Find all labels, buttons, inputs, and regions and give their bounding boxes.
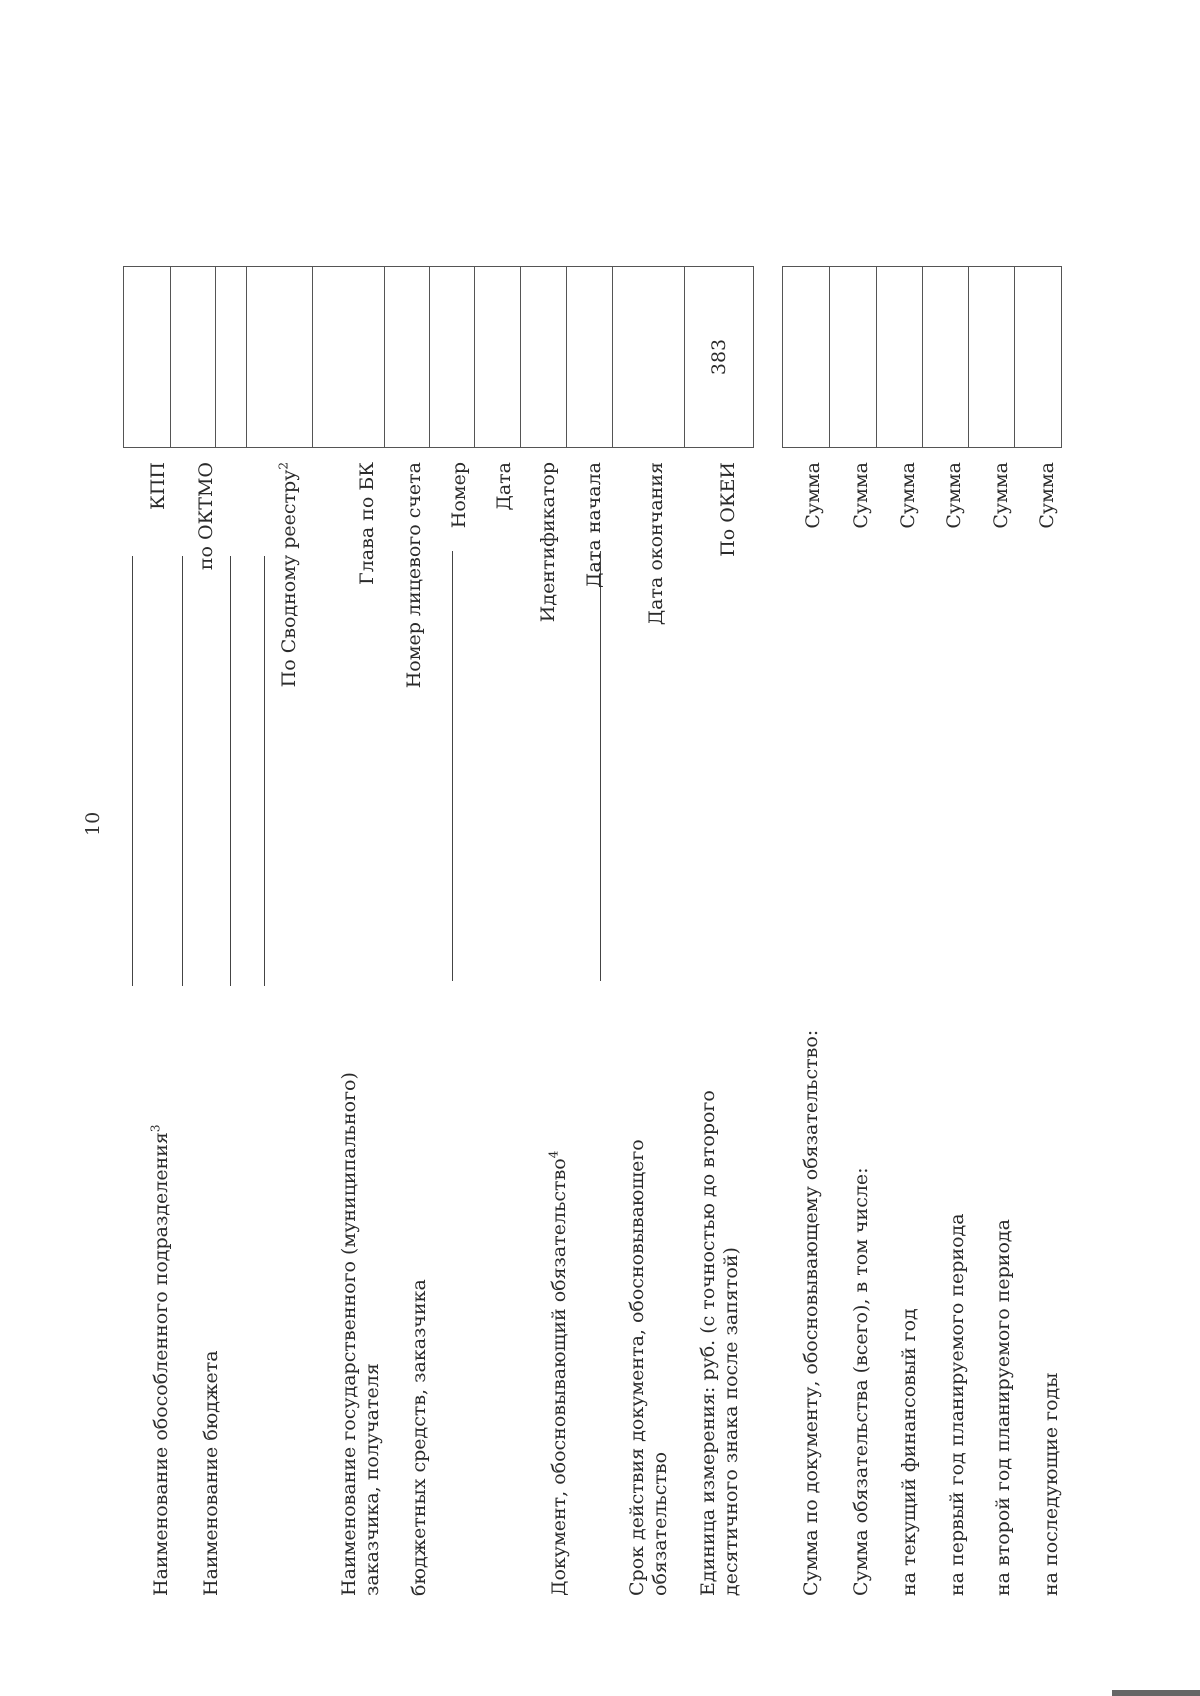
codes-table [123, 266, 754, 448]
label-separate-unit [150, 1124, 172, 1596]
cell-kpp[interactable] [124, 267, 171, 448]
label-oktmo: по ОКТМО [195, 462, 217, 571]
label-sum-3: Сумма [897, 462, 919, 529]
label-current-year: на текущий финансовый год [898, 1308, 920, 1596]
cell-account-number[interactable] [385, 267, 430, 448]
label-basis-document [548, 1151, 570, 1596]
label-start-date: Дата начала [583, 462, 605, 588]
footnote-4: 4 [546, 1150, 561, 1159]
label-kpp: КПП [147, 462, 169, 510]
cell-sum-2[interactable] [830, 267, 877, 448]
label-svodny-reestr [278, 462, 300, 687]
line-budget-name-2[interactable] [264, 556, 265, 986]
label-separate-unit-text: Наименование обособленного подразделения [150, 1132, 172, 1596]
cell-sum-6[interactable] [1015, 267, 1062, 448]
label-date: Дата [493, 462, 515, 511]
label-sum-5: Сумма [990, 462, 1012, 529]
line-customer[interactable] [452, 551, 453, 981]
label-account-number: Номер лицевого счета [403, 462, 425, 689]
label-sum-4: Сумма [943, 462, 965, 529]
label-first-plan-year: на первый год планируемого периода [946, 1213, 968, 1596]
label-sum-2: Сумма [850, 462, 872, 529]
label-validity-line2: обязательство [649, 1451, 671, 1596]
label-budget-name: Наименование бюджета [200, 1350, 222, 1596]
label-customer-line3: бюджетных средств, заказчика [408, 1279, 430, 1596]
label-sum-total: Сумма обязательства (всего), в том числе: [850, 1167, 872, 1596]
line-separate-unit[interactable] [132, 556, 133, 986]
label-basis-document-text: Документ, обосновывающий обязательство [548, 1158, 570, 1596]
label-customer-line2: заказчика, получателя [361, 1363, 383, 1596]
label-sum-1: Сумма [802, 462, 824, 529]
label-okei: По ОКЕИ [717, 462, 739, 557]
label-svodny-reestr-text: По Сводному реестру [278, 469, 300, 688]
cell-okei[interactable]: 383 [685, 267, 754, 448]
cell-identifier[interactable] [521, 267, 567, 448]
footnote-3: 3 [148, 1124, 163, 1133]
label-unit-line1: Единица измерения: руб. (с точностью до второго [697, 1090, 719, 1596]
label-second-plan-year: на второй год планируемого периода [992, 1219, 1014, 1596]
cell-glava-bk[interactable] [313, 267, 385, 448]
label-identifier: Идентификатор [537, 462, 559, 623]
line-okmo[interactable] [182, 556, 183, 986]
cell-date[interactable] [475, 267, 521, 448]
label-unit-line2: десятичного знака после запятой) [720, 1247, 742, 1596]
cell-number[interactable] [430, 267, 475, 448]
line-basis-document[interactable] [600, 551, 601, 981]
label-validity-line1: Срок действия документа, обосновывающего [626, 1139, 648, 1596]
label-sum-by-document: Сумма по документу, обосновывающему обязательство: [800, 1029, 822, 1596]
scan-edge-line [1112, 1690, 1200, 1696]
sums-table [782, 266, 1062, 448]
footnote-2: 2 [276, 462, 291, 470]
cell-end-date[interactable] [613, 267, 685, 448]
cell-sum-3[interactable] [877, 267, 923, 448]
cell-oktmo[interactable] [171, 267, 216, 448]
cell-sum-5[interactable] [969, 267, 1015, 448]
label-following-years: на последующие годы [1040, 1372, 1062, 1596]
label-sum-6: Сумма [1036, 462, 1058, 529]
page-number: 10 [82, 811, 104, 836]
cell-sum-1[interactable] [783, 267, 830, 448]
cell-start-date[interactable] [567, 267, 613, 448]
cell-blank[interactable] [216, 267, 247, 448]
line-budget-name[interactable] [230, 556, 231, 986]
label-number: Номер [448, 462, 470, 529]
label-glava-bk: Глава по БК [356, 462, 378, 585]
cell-svodny-reestr[interactable] [247, 267, 313, 448]
label-customer-line1: Наименование государственного (муниципального) [338, 1072, 360, 1596]
cell-sum-4[interactable] [923, 267, 969, 448]
label-end-date: Дата окончания [645, 462, 667, 626]
